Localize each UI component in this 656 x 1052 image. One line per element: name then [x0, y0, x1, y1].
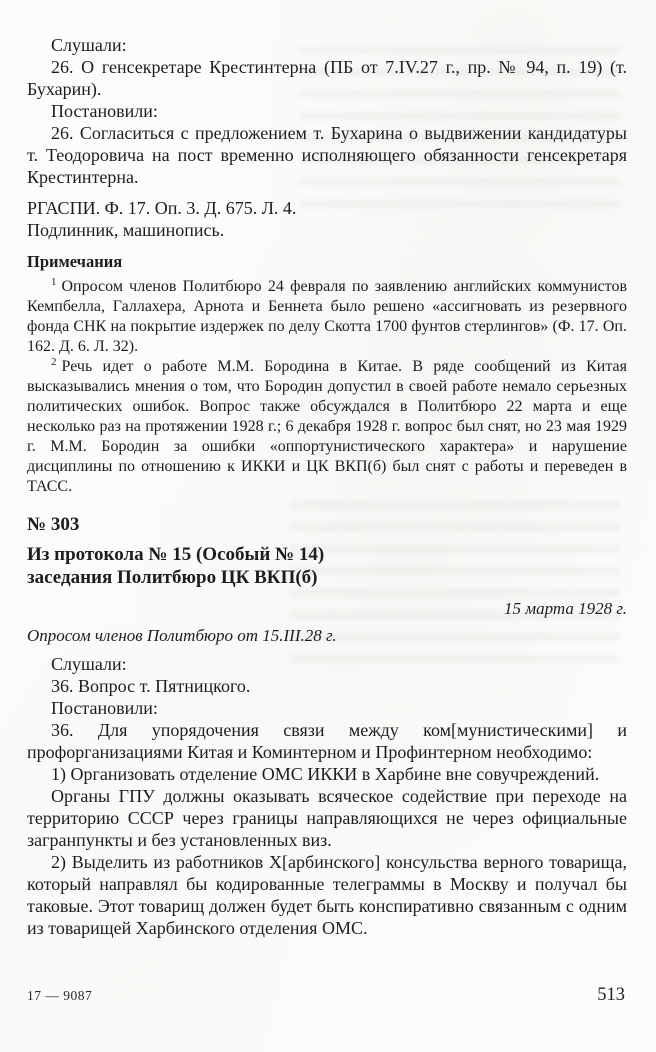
resolution-paragraph: Органы ГПУ должны оказывать всяческое содействие при переходе на территорию СССР через границы направляющихся не через официальные загранпункты и без установленных виз. [27, 786, 627, 850]
document-title-line-2: заседания Политбюро ЦК ВКП(б) [27, 567, 318, 588]
footnote-1-text: Опросом членов Политбюро 24 февраля по заявлению английских коммунистов Кемпбелла, Галлахера, Арнота и Беннета было решено «ассигновать из резервного фонда СНК на покрытие издержек по делу Скотта 1700 фунтов стерлингов» (Ф. 17. Оп. 162. Д. 6. Л. 32). [27, 278, 627, 355]
archive-reference: РГАСПИ. Ф. 17. Оп. 3. Д. 675. Л. 4. [27, 198, 297, 218]
resolution-paragraph: 36. Для упорядочения связи между ком[мунистическими] и профорганизациями Китая и Коминтерном и Профинтерном необходимо: [27, 720, 627, 762]
postanovili-label: Постановили: [51, 698, 158, 718]
footnote-2 [27, 357, 627, 497]
document-date: 15 марта 1928 г. [503, 599, 627, 618]
page-number: 513 [597, 985, 625, 1005]
slushali-label: Слушали: [51, 35, 127, 55]
slushali-label: Слушали: [51, 654, 127, 674]
notes-heading: Примечания [27, 252, 123, 271]
document-title-line-1: Из протокола № 15 (Особый № 14) [27, 544, 325, 565]
document-number: № 303 [27, 514, 80, 535]
agenda-item-resolved: 26. Согласиться с предложением т. Бухарина о выдвижении кандидатуры т. Теодоровича на пост временно исполняющего обязанности генсекретаря Крестинтерна. [27, 123, 627, 187]
footnote-1 [27, 277, 627, 357]
document-title [27, 543, 627, 589]
footnote-2-text: Речь идет о работе М.М. Бородина в Китае. В ряде сообщений из Китая высказывались мнения о том, что Бородин допустил в своей работе немало серьезных политических ошибок. Вопрос также обсуждался в Политбюро 22 марта и еще несколько раз на протяжении 1928 г.; 6 декабря 1928 г. вопрос был снят, но 23 мая 1929 г. М.М. Бородин за ошибки «оппортунистического характера» и нарушение дисциплины по отношению к ИККИ и ЦК ВКП(б) был снят с работы и переведен в ТАСС. [27, 358, 627, 495]
agenda-item-heard: 26. О генсекретаре Крестинтерна (ПБ от 7.IV.27 г., пр. № 94, п. 19) (т. Бухарин). [27, 57, 627, 99]
resolution-paragraph: 2) Выделить из работников Х[арбинского] консульства верного товарища, который направлял бы кодированные телеграммы в Москву и получал бы таковые. Этот товарищ должен будет быть конспиративно связанным с одним из товарищей Харбинского отделения ОМС. [27, 852, 627, 938]
print-signature: 17 — 9087 [27, 988, 93, 1003]
agenda-item-heard: 36. Вопрос т. Пятницкого. [51, 676, 251, 696]
document-type-note: Подлинник, машинопись. [27, 220, 225, 240]
resolution-paragraph: 1) Организовать отделение ОМС ИККИ в Харбине вне совучреждений. [51, 764, 600, 784]
postanovili-label: Постановили: [51, 101, 158, 121]
footnote-1-marker: 1 [51, 275, 57, 288]
doc-302-section [27, 34, 627, 497]
doc-303-section [27, 514, 627, 939]
footnote-2-marker: 2 [51, 355, 57, 368]
document-subtitle: Опросом членов Политбюро от 15.III.28 г. [27, 626, 337, 645]
page-footer [27, 985, 625, 1006]
